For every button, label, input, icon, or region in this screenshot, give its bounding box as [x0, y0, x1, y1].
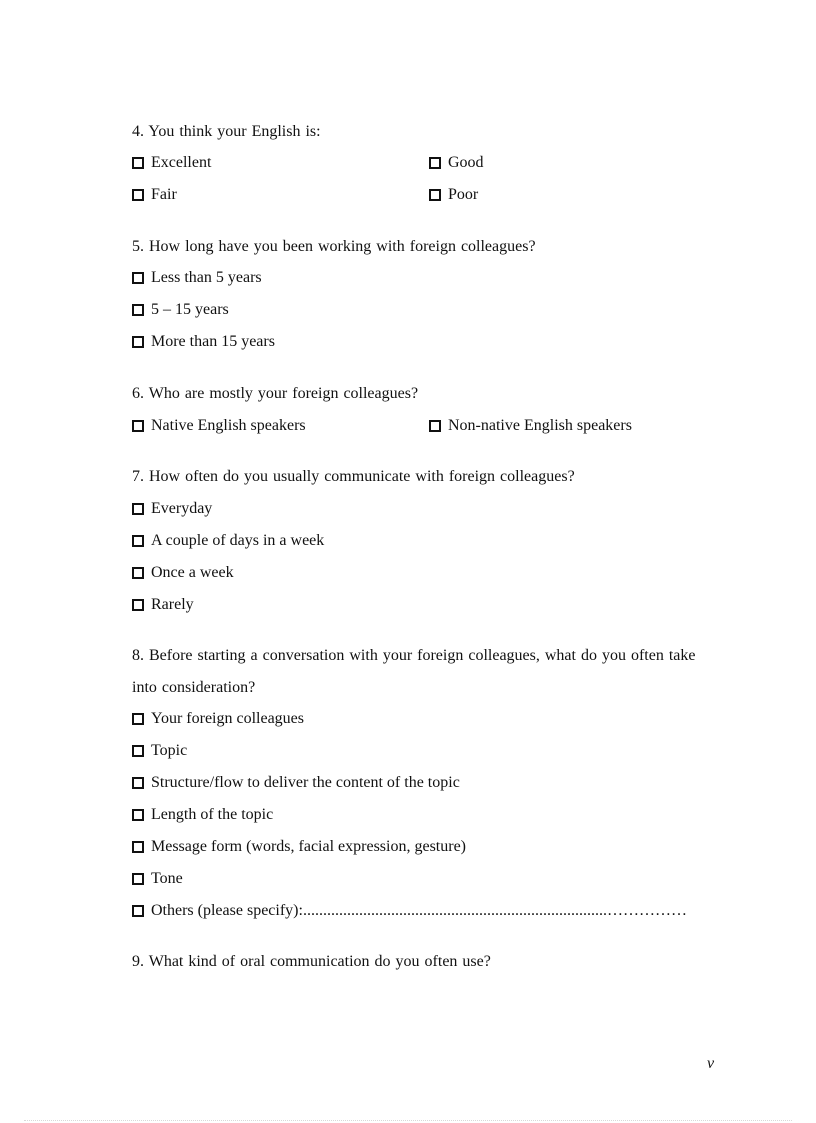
option-message-form[interactable]: [132, 835, 466, 859]
option-label: Good: [448, 154, 484, 171]
checkbox-icon[interactable]: [132, 304, 144, 316]
option-label: Non-native English speakers: [448, 417, 632, 434]
checkbox-icon[interactable]: [429, 157, 441, 169]
option-topic[interactable]: [132, 739, 187, 763]
option-excellent[interactable]: [132, 151, 211, 175]
option-native-speakers[interactable]: [132, 414, 306, 438]
option-label: Structure/flow to deliver the content of the topic: [151, 774, 460, 791]
checkbox-icon[interactable]: [132, 503, 144, 515]
checkbox-icon[interactable]: [132, 567, 144, 579]
option-fair[interactable]: [132, 183, 177, 207]
question-4: 4. You think your English is:: [132, 123, 321, 140]
option-label: Length of the topic: [151, 806, 274, 823]
option-label: Others (please specify):............................................................................……………: [151, 902, 687, 919]
option-tone[interactable]: [132, 867, 183, 891]
option-length-of-topic[interactable]: [132, 803, 273, 827]
option-structure-flow[interactable]: [132, 771, 460, 795]
checkbox-icon[interactable]: [132, 745, 144, 757]
option-label: More than 15 years: [151, 333, 275, 350]
checkbox-icon[interactable]: [132, 420, 144, 432]
page-number: v: [707, 1055, 715, 1072]
checkbox-icon[interactable]: [132, 272, 144, 284]
option-less-than-5-years[interactable]: [132, 266, 262, 290]
option-good[interactable]: [429, 151, 484, 175]
question-5: 5. How long have you been working with foreign colleagues?: [132, 238, 536, 255]
checkbox-icon[interactable]: [429, 189, 441, 201]
option-label: 5 – 15 years: [151, 301, 229, 318]
option-label: A couple of days in a week: [151, 532, 325, 549]
option-label: Fair: [151, 186, 177, 203]
option-non-native-speakers[interactable]: [429, 414, 632, 438]
option-your-foreign-colleagues[interactable]: [132, 707, 304, 731]
page-bottom-divider: [24, 1120, 792, 1121]
option-everyday[interactable]: [132, 497, 212, 521]
question-9: 9. What kind of oral communication do you often use?: [132, 953, 491, 970]
option-label: Native English speakers: [151, 417, 306, 434]
option-others[interactable]: [132, 899, 687, 923]
option-label: Tone: [151, 870, 183, 887]
option-couple-of-days[interactable]: [132, 529, 324, 553]
option-label: Your foreign colleagues: [151, 710, 305, 727]
question-7: 7. How often do you usually communicate with foreign colleagues?: [132, 468, 575, 485]
checkbox-icon[interactable]: [132, 873, 144, 885]
option-5-15-years[interactable]: [132, 298, 229, 322]
checkbox-icon[interactable]: [132, 809, 144, 821]
option-label: Poor: [448, 186, 479, 203]
option-label: Topic: [151, 742, 188, 759]
checkbox-icon[interactable]: [132, 157, 144, 169]
question-8-line-2: into consideration?: [132, 679, 256, 696]
option-rarely[interactable]: [132, 593, 194, 617]
checkbox-icon[interactable]: [132, 905, 144, 917]
checkbox-icon[interactable]: [132, 189, 144, 201]
checkbox-icon[interactable]: [429, 420, 441, 432]
option-label: Rarely: [151, 596, 194, 613]
checkbox-icon[interactable]: [132, 535, 144, 547]
option-once-a-week[interactable]: [132, 561, 234, 585]
checkbox-icon[interactable]: [132, 777, 144, 789]
option-label: Once a week: [151, 564, 234, 581]
option-label: Excellent: [151, 154, 212, 171]
checkbox-icon[interactable]: [132, 599, 144, 611]
option-label: Less than 5 years: [151, 269, 262, 286]
option-label: Everyday: [151, 500, 213, 517]
option-poor[interactable]: [429, 183, 478, 207]
checkbox-icon[interactable]: [132, 841, 144, 853]
checkbox-icon[interactable]: [132, 713, 144, 725]
question-8-line-1: 8. Before starting a conversation with your foreign colleagues, what do you often take: [132, 647, 696, 664]
question-6: 6. Who are mostly your foreign colleagues?: [132, 385, 419, 402]
option-more-than-15-years[interactable]: [132, 330, 275, 354]
checkbox-icon[interactable]: [132, 336, 144, 348]
option-label: Message form (words, facial expression, gesture): [151, 838, 467, 855]
